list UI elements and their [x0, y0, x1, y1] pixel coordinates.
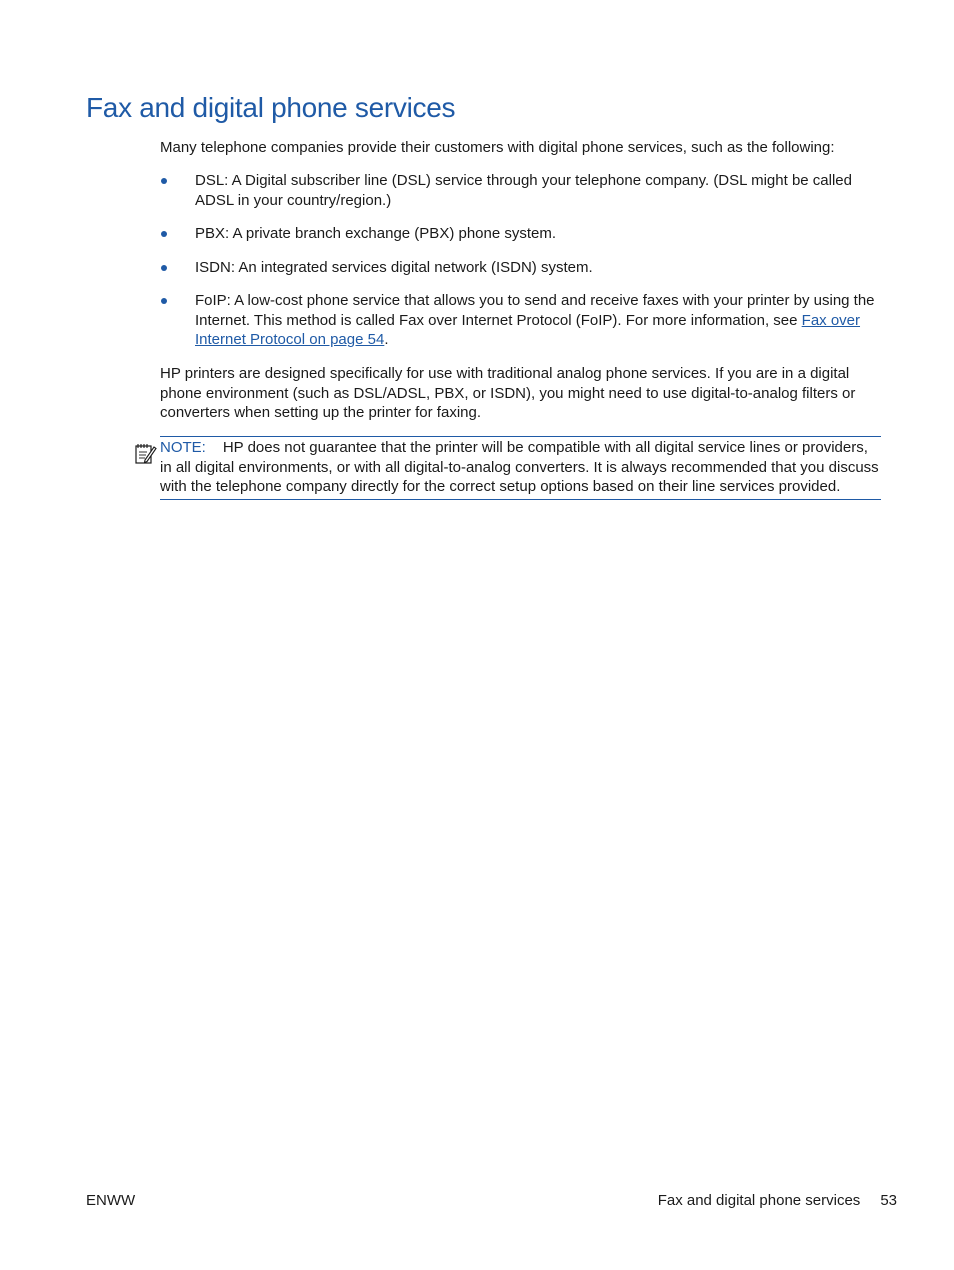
intro-paragraph: Many telephone companies provide their customers with digital phone services, such as the following:	[160, 139, 835, 156]
note-pad-icon	[133, 441, 157, 465]
footer-locale: ENWW	[86, 1192, 136, 1209]
bullet-icon	[161, 298, 167, 304]
list-item	[160, 258, 890, 278]
list-item	[160, 171, 890, 210]
note-text: HP does not guarantee that the printer will be compatible with all digital service lines or providers, in all digital environments, or with all digital-to-analog converters. It is always recommended that you discuss with the telephone company directly for the correct setup options based on their line services provided.	[160, 439, 879, 495]
list-item-text-end: .	[384, 331, 389, 348]
bullet-icon	[161, 231, 167, 237]
bullet-icon	[161, 178, 167, 184]
page-number: 53	[880, 1192, 897, 1209]
note-box	[160, 436, 881, 500]
footer-section-title: Fax and digital phone services	[657, 1192, 861, 1209]
analog-paragraph: HP printers are designed specifically for use with traditional analog phone services. If you are in a digital phone environment (such as DSL/ADSL, PBX, or ISDN), you might need to use digital-to-analog filters or converters when setting up the printer for faxing.	[160, 365, 856, 421]
footer-right	[658, 1191, 897, 1210]
list-item	[160, 224, 890, 244]
list-item-text: FoIP: A low-cost phone service that allows you to send and receive faxes with your printer by using the Internet. This method is called Fax over Internet Protocol (FoIP). For more information, see	[195, 292, 875, 329]
list-item-text: ISDN: An integrated services digital network (ISDN) system.	[195, 258, 593, 276]
page-title: Fax and digital phone services	[86, 92, 456, 123]
list-item-text: PBX: A private branch exchange (PBX) phone system.	[195, 225, 557, 242]
foip-link[interactable]: Fax over Internet Protocol on page 54	[195, 311, 861, 348]
bullet-icon	[161, 265, 167, 271]
services-list	[160, 171, 890, 364]
list-item-text: DSL: A Digital subscriber line (DSL) service through your telephone company. (DSL might be called ADSL in your country/region.)	[195, 172, 852, 209]
list-item	[160, 291, 890, 350]
note-label: NOTE:	[160, 439, 206, 456]
